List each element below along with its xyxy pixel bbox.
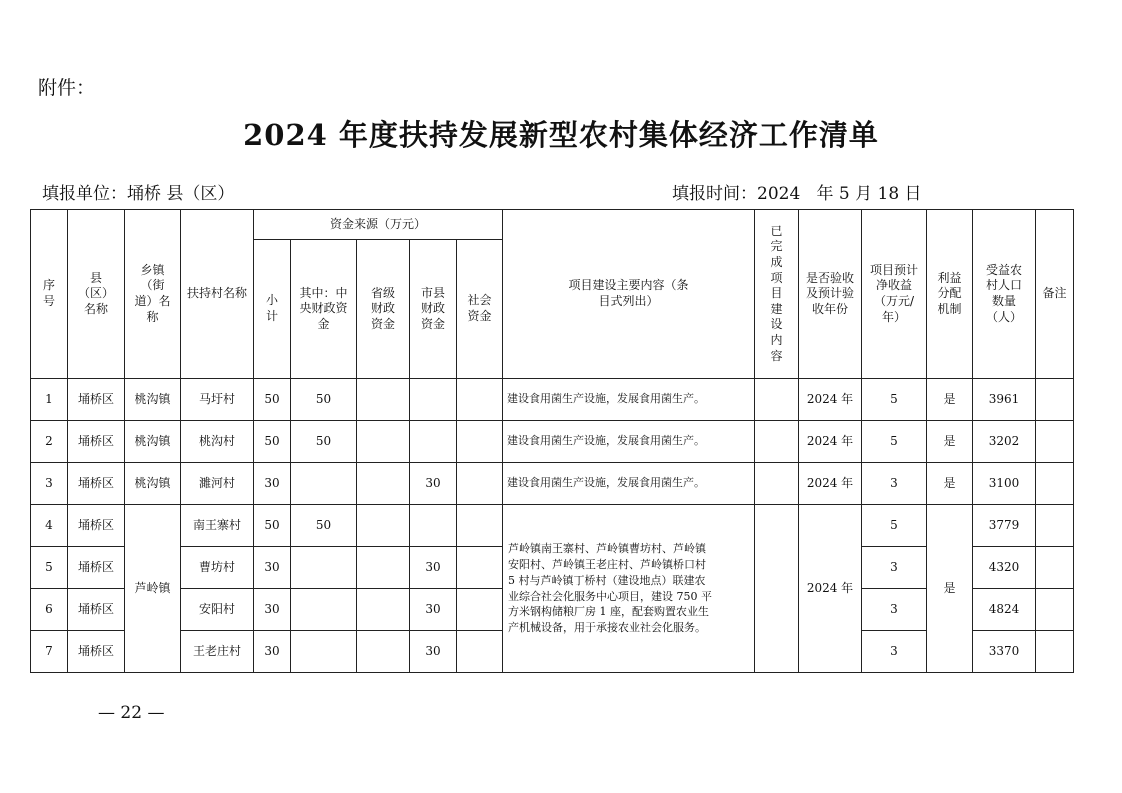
cell-remark (1036, 547, 1074, 589)
cell-done (755, 421, 799, 463)
merged-done-cell (755, 505, 799, 673)
cell-subtotal: 50 (254, 421, 291, 463)
cell-village: 王老庄村 (181, 631, 254, 673)
cell-village: 马圩村 (181, 379, 254, 421)
cell-central (291, 631, 357, 673)
cell-income: 5 (862, 421, 927, 463)
cell-county: 埇桥区 (68, 547, 125, 589)
work-list-table (30, 209, 1074, 673)
header-seq: 序号 (31, 210, 68, 379)
cell-social (457, 463, 503, 505)
cell-seq: 2 (31, 421, 68, 463)
cell-village: 濉河村 (181, 463, 254, 505)
cell-income: 3 (862, 547, 927, 589)
cell-social (457, 421, 503, 463)
cell-subtotal: 50 (254, 379, 291, 421)
header-done: 已完成项目建设内容 (755, 210, 799, 379)
cell-content: 建设食用菌生产设施，发展食用菌生产。 (503, 421, 755, 463)
cell-seq: 6 (31, 589, 68, 631)
cell-county: 埇桥区 (68, 589, 125, 631)
page-number: — 22 — (98, 703, 165, 723)
cell-income: 3 (862, 463, 927, 505)
cell-central: 50 (291, 505, 357, 547)
merged-accept-cell: 2024 年 (799, 505, 862, 673)
page-title: 2024 年度扶持发展新型农村集体经济工作清单 (243, 118, 879, 152)
header-town: 乡镇（街道）名称 (125, 210, 181, 379)
cell-accept: 2024 年 (799, 421, 862, 463)
cell-subtotal: 50 (254, 505, 291, 547)
header-mechanism: 利益分配机制 (927, 210, 973, 379)
cell-town: 桃沟镇 (125, 463, 181, 505)
cell-income: 3 (862, 589, 927, 631)
header-remark: 备注 (1036, 210, 1074, 379)
cell-content: 建设食用菌生产设施，发展食用菌生产。 (503, 379, 755, 421)
cell-population: 3202 (973, 421, 1036, 463)
cell-central (291, 547, 357, 589)
fill-unit: 填报单位：埇桥 县（区） (42, 184, 235, 204)
header-central: 其中：中央财政资金 (291, 240, 357, 379)
cell-city: 30 (410, 463, 457, 505)
cell-social (457, 379, 503, 421)
cell-provincial (357, 421, 410, 463)
content-line: 安阳村、芦岭镇王老庄村、芦岭镇桥口村 (508, 557, 706, 571)
cell-population: 3100 (973, 463, 1036, 505)
cell-provincial (357, 589, 410, 631)
cell-county: 埇桥区 (68, 463, 125, 505)
cell-seq: 1 (31, 379, 68, 421)
cell-city: 30 (410, 631, 457, 673)
cell-provincial (357, 547, 410, 589)
cell-population: 3779 (973, 505, 1036, 547)
content-line: 业综合社会化服务中心项目，建设 750 平 (508, 589, 712, 603)
cell-village: 南王寨村 (181, 505, 254, 547)
content-line: 产机械设备，用于承接农业社会化服务。 (508, 621, 706, 635)
cell-social (457, 547, 503, 589)
cell-mechanism: 是 (927, 463, 973, 505)
cell-seq: 3 (31, 463, 68, 505)
cell-remark (1036, 379, 1074, 421)
content-line: 芦岭镇南王寨村、芦岭镇曹坊村、芦岭镇 (508, 541, 706, 555)
cell-accept: 2024 年 (799, 463, 862, 505)
cell-central (291, 589, 357, 631)
cell-county: 埇桥区 (68, 379, 125, 421)
cell-income: 3 (862, 631, 927, 673)
cell-seq: 4 (31, 505, 68, 547)
table-row (31, 421, 1074, 463)
cell-village: 曹坊村 (181, 547, 254, 589)
fill-date: 填报时间：2024 年 5 月 18 日 (672, 184, 922, 204)
cell-city (410, 379, 457, 421)
header-population: 受益农村人口数量（人） (973, 210, 1036, 379)
content-line: 5 村与芦岭镇丁桥村（建设地点）联建农 (508, 573, 706, 587)
merged-content-cell (503, 505, 755, 673)
cell-social (457, 589, 503, 631)
cell-subtotal: 30 (254, 589, 291, 631)
cell-town: 桃沟镇 (125, 379, 181, 421)
header-income: 项目预计净收益（万元/年） (862, 210, 927, 379)
cell-done (755, 379, 799, 421)
content-line: 方米钢构储粮厂房 1 座，配套购置农业生 (508, 605, 709, 619)
cell-income: 5 (862, 505, 927, 547)
cell-county: 埇桥区 (68, 505, 125, 547)
cell-subtotal: 30 (254, 547, 291, 589)
cell-city (410, 505, 457, 547)
cell-provincial (357, 631, 410, 673)
cell-accept: 2024 年 (799, 379, 862, 421)
cell-village: 安阳村 (181, 589, 254, 631)
cell-seq: 5 (31, 547, 68, 589)
cell-city (410, 421, 457, 463)
cell-county: 埇桥区 (68, 631, 125, 673)
header-accept: 是否验收及预计验收年份 (799, 210, 862, 379)
cell-population: 3370 (973, 631, 1036, 673)
merged-mechanism-cell: 是 (927, 505, 973, 673)
header-county: 县（区）名称 (68, 210, 125, 379)
cell-population: 3961 (973, 379, 1036, 421)
cell-central: 50 (291, 421, 357, 463)
header-village: 扶持村名称 (181, 210, 254, 379)
cell-city: 30 (410, 589, 457, 631)
cell-provincial (357, 379, 410, 421)
cell-village: 桃沟村 (181, 421, 254, 463)
cell-mechanism: 是 (927, 379, 973, 421)
cell-provincial (357, 505, 410, 547)
cell-remark (1036, 505, 1074, 547)
cell-central (291, 463, 357, 505)
cell-remark (1036, 463, 1074, 505)
header-city: 市县财政资金 (410, 240, 457, 379)
header-content: 项目建设主要内容（条目式列出） (503, 210, 755, 379)
cell-population: 4824 (973, 589, 1036, 631)
table-row (31, 379, 1074, 421)
cell-remark (1036, 589, 1074, 631)
cell-provincial (357, 463, 410, 505)
cell-city: 30 (410, 547, 457, 589)
header-provincial: 省级财政资金 (357, 240, 410, 379)
cell-county: 埇桥区 (68, 421, 125, 463)
cell-income: 5 (862, 379, 927, 421)
merged-town-cell: 芦岭镇 (125, 505, 181, 673)
cell-remark (1036, 421, 1074, 463)
table-row (31, 463, 1074, 505)
cell-mechanism: 是 (927, 421, 973, 463)
cell-central: 50 (291, 379, 357, 421)
header-row (31, 210, 1074, 240)
attachment-label: 附件： (38, 77, 96, 99)
cell-done (755, 463, 799, 505)
table-row (31, 505, 1074, 547)
cell-content: 建设食用菌生产设施，发展食用菌生产。 (503, 463, 755, 505)
cell-remark (1036, 631, 1074, 673)
header-subtotal: 小计 (254, 240, 291, 379)
cell-subtotal: 30 (254, 631, 291, 673)
header-social: 社会资金 (457, 240, 503, 379)
cell-social (457, 631, 503, 673)
cell-subtotal: 30 (254, 463, 291, 505)
cell-social (457, 505, 503, 547)
cell-town: 桃沟镇 (125, 421, 181, 463)
header-fund-source: 资金来源（万元） (254, 210, 503, 240)
cell-seq: 7 (31, 631, 68, 673)
cell-population: 4320 (973, 547, 1036, 589)
